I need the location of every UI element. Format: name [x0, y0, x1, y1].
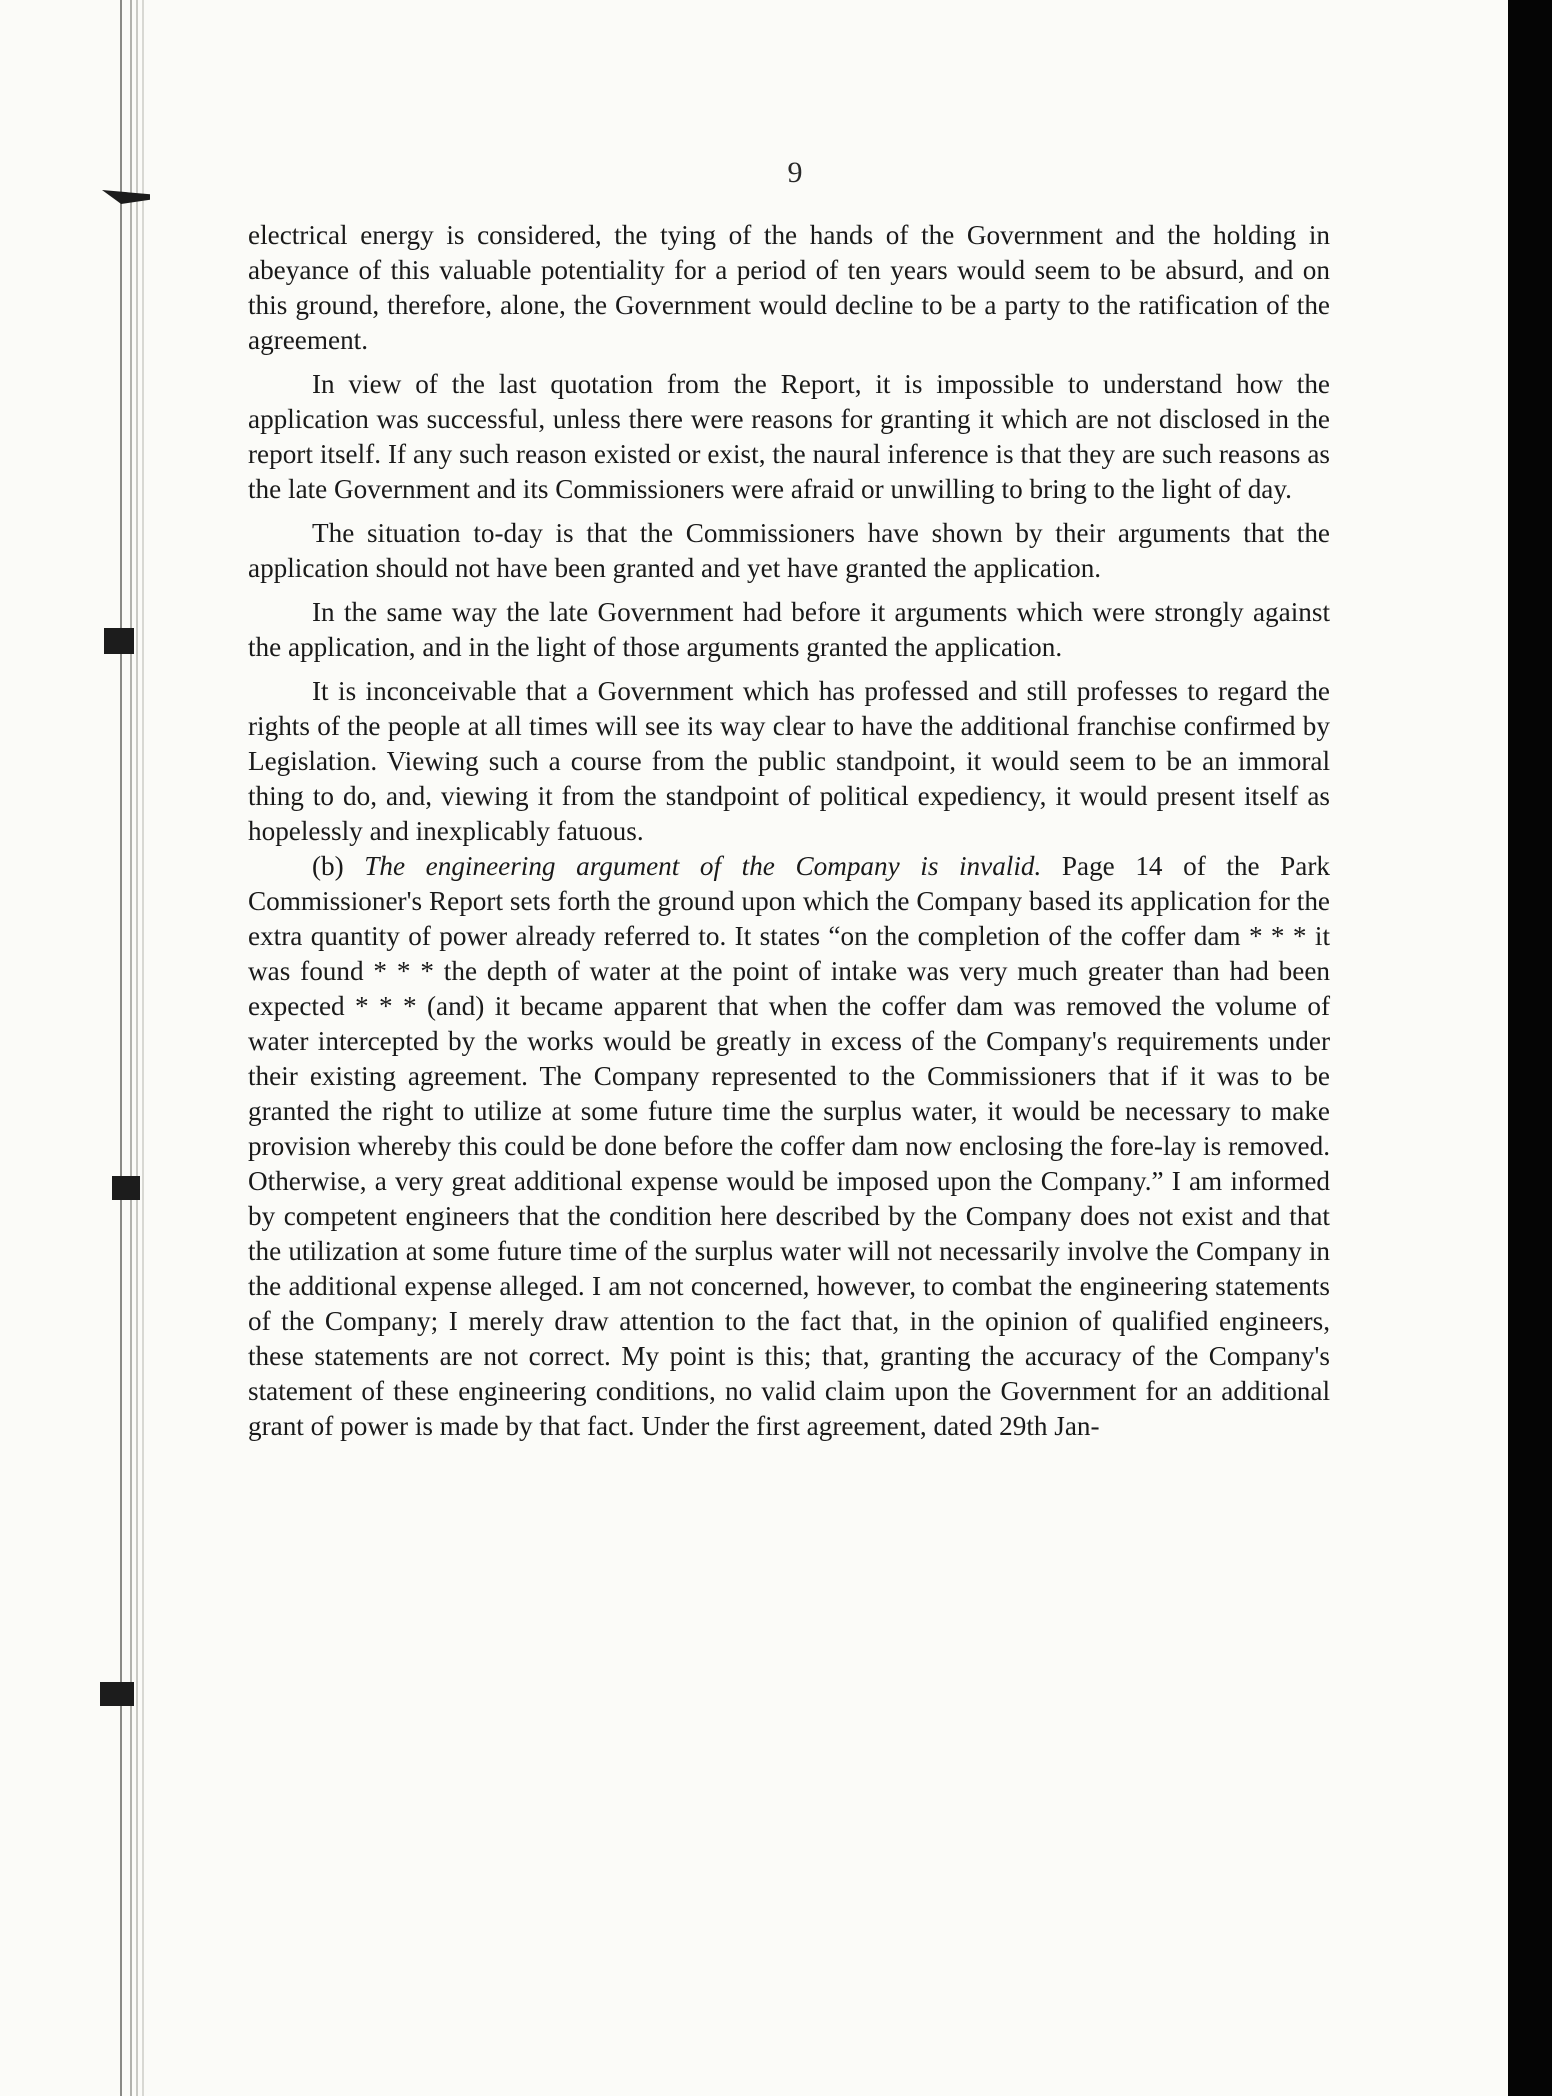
- page-number: 9: [787, 156, 803, 189]
- binding-line: [130, 0, 132, 2096]
- binding-stitch: [112, 1176, 140, 1200]
- paragraph-2: In view of the last quotation from the Report, it is impossible to understand how the application was successful, unless there were reasons for granting it which are not disclosed in the report itself. If any such reason existed or exist, the naural inference is that they are such reasons as the late Government and its Commissioners were afraid or unwilling to bring to the light of day.: [248, 369, 1330, 504]
- section-b-heading: The engineering argument of the Company is invalid.: [364, 851, 1042, 881]
- binding-line: [142, 0, 144, 2096]
- binding-line: [120, 0, 122, 2096]
- section-b-marker: (b): [312, 851, 344, 881]
- paragraph-4: In the same way the late Government had before it arguments which were strongly against the application, and in the light of those arguments granted the application.: [248, 597, 1330, 662]
- binding-line: [136, 0, 138, 2096]
- scan-border: [1508, 0, 1552, 2096]
- paragraph-3: The situation to-day is that the Commissioners have shown by their arguments that the application should not have been granted and yet have granted the application.: [248, 518, 1330, 583]
- paragraph-5: It is inconceivable that a Government which has professed and still professes to regard the rights of the people at all times will see its way clear to have the additional franchise confirmed by Legislation. Viewing such a course from the public standpoint, it would seem to be an immoral thing to do, and, viewing it from the standpoint of political expediency, it would present itself as hopelessly and inexplicably fatuous.: [248, 676, 1330, 846]
- section-b-text: Page 14 of the Park Commissioner's Report sets forth the ground upon which the Company based its application for the extra quantity of power already referred to. It states “on the completion of the coffer dam * * * it was found * * * the depth of water at the point of intake was very much greater than had been expected * * * (and) it became apparent that when the coffer dam was removed the volume of water intercepted by the works would be greatly in excess of the Company's requirements under their existing agreement. The Company represented to the Commissioners that if it was to be granted the right to utilize at some future time the surplus water, it would be necessary to make provision whereby this could be done before the coffer dam now enclosing the fore-lay is removed. Otherwise, a very great additional expense would be imposed upon the Company.” I am informed by competent engineers that the condition here described by the Company does not exist and that the utilization at some future time of the surplus water will not necessarily involve the Company in the additional expense alleged. I am not concerned, however, to combat the engineering statements of the Company; I merely draw attention to the fact that, in the opinion of qualified engineers, these statements are not correct. My point is this; that, granting the accuracy of the Company's statement of these engineering conditions, no valid claim upon the Government for an additional grant of power is made by that fact. Under the first agreement, dated 29th Jan-: [248, 851, 1330, 1441]
- section-b-paragraph: [248, 849, 1330, 1444]
- binding-stitch: [100, 1682, 134, 1706]
- paragraph-1: electrical energy is considered, the tying of the hands of the Government and the holding in abeyance of this valuable potentiality for a period of ten years would seem to be absurd, and on this ground, therefore, alone, the Government would decline to be a party to the ratification of the agreement.: [248, 220, 1330, 355]
- body-text: [248, 218, 1330, 1453]
- binding-stitch: [104, 628, 134, 654]
